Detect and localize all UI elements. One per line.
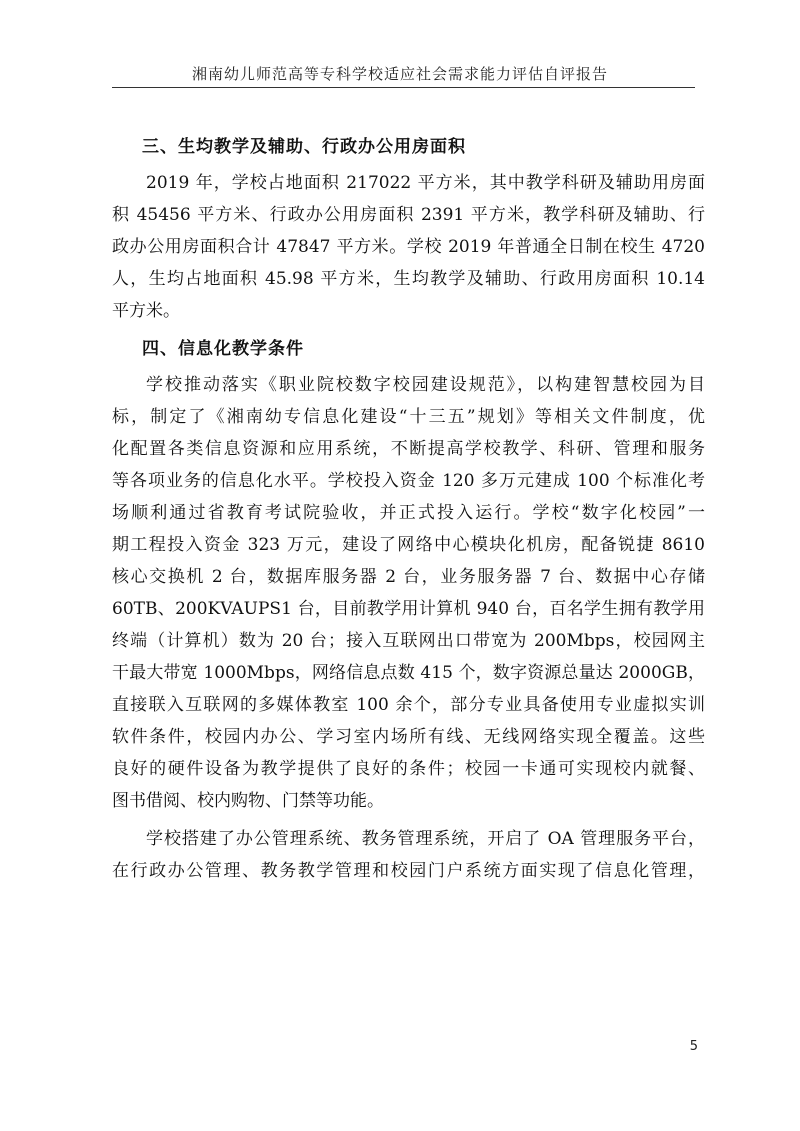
section-4-para1-line: 干最大带宽 1000Mbps，网络信息点数 415 个，数字资源总量达 2000GB， bbox=[112, 663, 705, 683]
section-4-para1-line: 化配置各类信息资源和应用系统，不断提高学校教学、科研、管理和服务 bbox=[112, 439, 705, 459]
section-4-para1-line: 标，制定了《湘南幼专信息化建设“十三五”规划》等相关文件制度，优 bbox=[112, 407, 705, 427]
section-4-para1-line: 核心交换机 2 台，数据库服务器 2 台，业务服务器 7 台、数据中心存储 bbox=[112, 567, 705, 587]
section-3-line: 平方米。 bbox=[112, 301, 180, 321]
section-4-para1-line: 学校推动落实《职业院校数字校园建设规范》，以构建智慧校园为目 bbox=[146, 375, 705, 395]
section-4-para1-line: 软件条件，校园内办公、学习室内场所有线、无线网络实现全覆盖。这些 bbox=[112, 727, 705, 747]
header-divider bbox=[112, 87, 695, 88]
section-3-line: 政办公用房面积合计 47847 平方米。学校 2019 年普通全日制在校生 4720 bbox=[112, 237, 705, 257]
section-4-para1-line: 等各项业务的信息化水平。学校投入资金 120 多万元建成 100 个标准化考 bbox=[112, 471, 705, 491]
section-4-para1-line: 直接联入互联网的多媒体教室 100 余个，部分专业具备使用专业虚拟实训 bbox=[112, 695, 705, 715]
section-3-line: 2019 年，学校占地面积 217022 平方米，其中教学科研及辅助用房面 bbox=[146, 173, 705, 193]
section-4-heading: 四、信息化教学条件 bbox=[142, 339, 304, 359]
section-4-para1-line: 场顺利通过省教育考试院验收，并正式投入运行。学校“数字化校园”一 bbox=[112, 503, 705, 523]
section-4-para2-line: 学校搭建了办公管理系统、教务管理系统，开启了 OA 管理服务平台， bbox=[146, 829, 705, 849]
section-4-para1-line: 期工程投入资金 323 万元，建设了网络中心模块化机房，配备锐捷 8610 bbox=[112, 535, 705, 555]
section-4-para1-line: 良好的硬件设备为教学提供了良好的条件；校园一卡通可实现校内就餐、 bbox=[112, 759, 705, 779]
section-3-heading: 三、生均教学及辅助、行政办公用房面积 bbox=[142, 137, 466, 157]
section-4-para1-line: 图书借阅、校内购物、门禁等功能。 bbox=[112, 791, 384, 811]
section-3-line: 积 45456 平方米、行政办公用房面积 2391 平方米，教学科研及辅助、行 bbox=[112, 205, 705, 225]
section-4-para1-line: 终端（计算机）数为 20 台；接入互联网出口带宽为 200Mbps，校园网主 bbox=[112, 631, 705, 651]
section-4-para2-line: 在行政办公管理、教务教学管理和校园门户系统方面实现了信息化管理， bbox=[112, 861, 705, 881]
document-body bbox=[112, 131, 705, 887]
page-header-title: 湘南幼儿师范高等专科学校适应社会需求能力评估自评报告 bbox=[191, 65, 608, 83]
page-number: 5 bbox=[689, 1039, 698, 1054]
section-3-line: 人，生均占地面积 45.98 平方米，生均教学及辅助、行政用房面积 10.14 bbox=[112, 269, 705, 289]
section-4-para1-line: 60TB、200KVAUPS1 台，目前教学用计算机 940 台，百名学生拥有教学用 bbox=[112, 599, 705, 619]
